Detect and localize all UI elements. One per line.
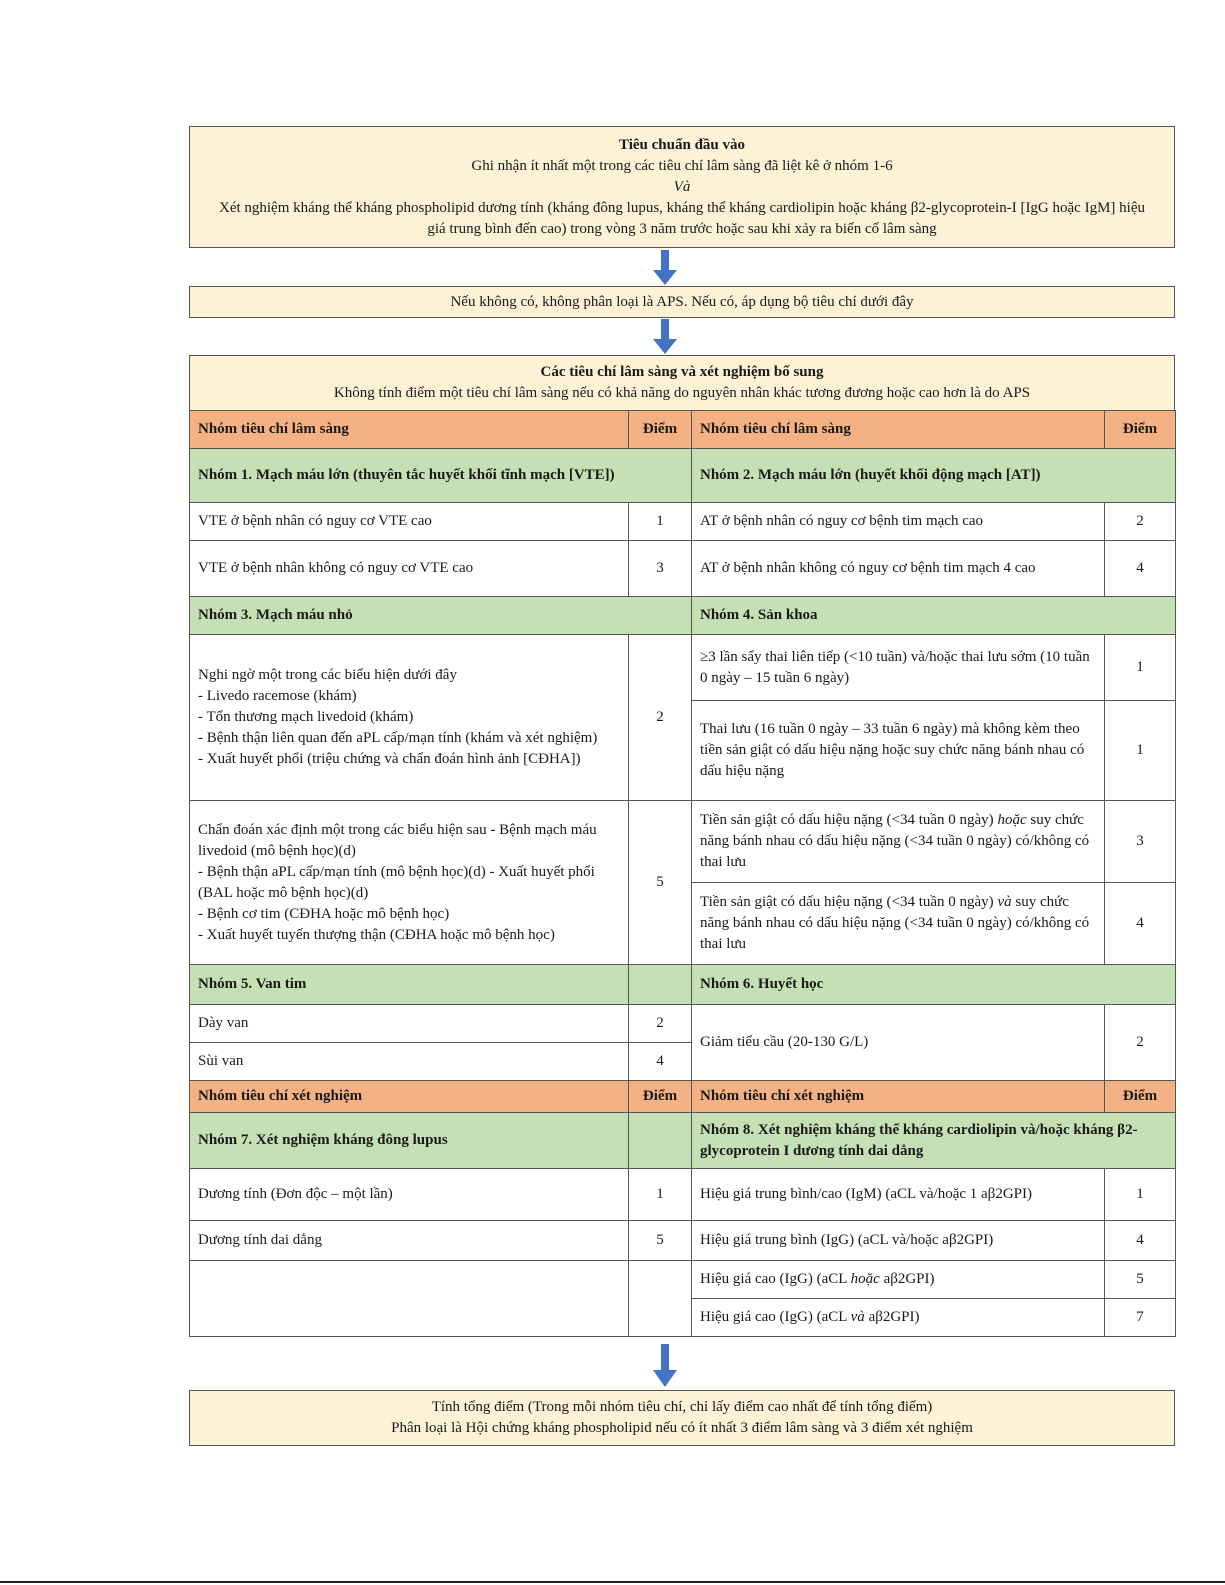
page-bottom-divider [0, 1581, 1225, 1583]
additional-note: Không tính điểm một tiêu chí lâm sàng nếu có khả năng do nguyên nhân khác tương đương hoặc cao hơn là do APS [333, 385, 1031, 401]
if-box-text: Nếu không có, không phân loại là APS. Nếu có, áp dụng bộ tiêu chí dưới đây [450, 294, 914, 310]
clinical-header-label: Nhóm tiêu chí lâm sàng [190, 411, 629, 449]
group-5-title-spacer [629, 965, 692, 1005]
clinical-header-score: Điểm [1105, 411, 1176, 449]
group-7-item: Dương tính dai dẳng [190, 1221, 629, 1261]
group-1-title: Nhóm 1. Mạch máu lớn (thuyên tắc huyết khối tĩnh mạch [VTE]) [190, 449, 692, 503]
group-2-title: Nhóm 2. Mạch máu lớn (huyết khối động mạch [AT]) [692, 449, 1176, 503]
entry-title: Tiêu chuẩn đầu vào [618, 137, 746, 153]
entry-line-1: Ghi nhận ít nhất một trong các tiêu chí lâm sàng đã liệt kê ở nhóm 1-6 [471, 158, 893, 174]
down-arrow-icon [652, 319, 678, 355]
item-text: aβ2GPI) [868, 1309, 920, 1325]
group-3-title: Nhóm 3. Mạch máu nhỏ [190, 597, 692, 635]
down-arrow-icon [652, 250, 678, 286]
group-4-item: Thai lưu (16 tuần 0 ngày – 33 tuần 6 ngày) mà không kèm theo tiền sản giật có dấu hiệu nặng hoặc suy chức năng bánh nhau có dấu hiệu nặng [692, 701, 1105, 801]
item-text: suy chức năng bánh nhau có dấu hiệu nặng (<34 tuần 0 ngày) có/không có thai lưu [700, 812, 1090, 870]
item-conjunction: hoặc [850, 1271, 880, 1287]
group-1-score: 3 [629, 541, 692, 597]
lab-header-label: Nhóm tiêu chí xét nghiệm [692, 1081, 1105, 1113]
group-5-item: Dày van [190, 1005, 629, 1043]
lab-header-score: Điểm [1105, 1081, 1176, 1113]
group-4-item [692, 801, 1105, 883]
item-text: aβ2GPI) [883, 1271, 935, 1287]
additional-title: Các tiêu chí lâm sàng và xét nghiệm bổ sung [540, 364, 824, 380]
item-text: Hiệu giá cao (IgG) (aCL [700, 1309, 847, 1325]
entry-conjunction: Và [673, 179, 691, 195]
total-score-box [189, 1390, 1175, 1446]
clinical-header-label: Nhóm tiêu chí lâm sàng [692, 411, 1105, 449]
group-7-score: 5 [629, 1221, 692, 1261]
item-conjunction: hoặc [997, 812, 1027, 828]
group-1-score: 1 [629, 503, 692, 541]
group-7-title: Nhóm 7. Xét nghiệm kháng đông lupus [190, 1113, 629, 1169]
group-3-score: 5 [629, 801, 692, 965]
clinical-header-score: Điểm [629, 411, 692, 449]
group-4-score: 3 [1105, 801, 1176, 883]
group-4-score: 4 [1105, 883, 1176, 965]
group-6-score: 2 [1105, 1005, 1176, 1081]
group-7-empty-score [629, 1261, 692, 1337]
lab-header-row [190, 1081, 1176, 1113]
group-7-title-spacer [629, 1113, 692, 1169]
item-conjunction: và [850, 1309, 865, 1325]
group-8-score: 5 [1105, 1261, 1176, 1299]
group-3-score: 2 [629, 635, 692, 801]
group-8-item [692, 1261, 1105, 1299]
clinical-header-row [190, 411, 1176, 449]
criteria-table [189, 410, 1176, 1337]
group-7-item: Dương tính (Đơn độc – một lần) [190, 1169, 629, 1221]
total-line-1: Tính tổng điểm (Trong mỗi nhóm tiêu chí, chỉ lấy điểm cao nhất để tính tổng điểm) [431, 1399, 933, 1415]
additional-criteria-box [189, 355, 1175, 411]
group-8-score: 4 [1105, 1221, 1176, 1261]
group-8-item [692, 1299, 1105, 1337]
group-5-title: Nhóm 5. Van tim [190, 965, 629, 1005]
group-4-title: Nhóm 4. Sản khoa [692, 597, 1176, 635]
group-8-item: Hiệu giá trung bình (IgG) (aCL và/hoặc aβ2GPI) [692, 1221, 1105, 1261]
group-1-item: VTE ở bệnh nhân không có nguy cơ VTE cao [190, 541, 629, 597]
lab-header-label: Nhóm tiêu chí xét nghiệm [190, 1081, 629, 1113]
group-1-item: VTE ở bệnh nhân có nguy cơ VTE cao [190, 503, 629, 541]
group-5-score: 2 [629, 1005, 692, 1043]
group-8-title: Nhóm 8. Xét nghiệm kháng thể kháng cardiolipin và/hoặc kháng β2-glycoprotein I dương tính dai dẳng [692, 1113, 1176, 1169]
group-6-item: Giảm tiểu cầu (20-130 G/L) [692, 1005, 1105, 1081]
group-6-title: Nhóm 6. Huyết học [692, 965, 1176, 1005]
group-5-item: Sùi van [190, 1043, 629, 1081]
group-8-score: 1 [1105, 1169, 1176, 1221]
entry-criteria-box [189, 126, 1175, 248]
group-3-item: Nghi ngờ một trong các biểu hiện dưới đây - Livedo racemose (khám) - Tổn thương mạch livedoid (khám) - Bệnh thận liên quan đến aPL cấp/mạn tính (khám và xét nghiệm) - Xuất huyết phổi (triệu chứng và chẩn đoán hình ảnh [CĐHA]) [190, 635, 629, 801]
item-conjunction: và [997, 894, 1012, 910]
group-4-score: 1 [1105, 701, 1176, 801]
group-4-score: 1 [1105, 635, 1176, 701]
lab-header-score: Điểm [629, 1081, 692, 1113]
entry-line-2: Xét nghiệm kháng thể kháng phospholipid dương tính (kháng đông lupus, kháng thể kháng cardiolipin hoặc kháng β2-glycoprotein-I [IgG hoặc IgM] hiệu giá trung bình đến cao) trong vòng 3 năm trước hoặc sau khi xảy ra biến cố lâm sàng [218, 200, 1145, 237]
group-8-item: Hiệu giá trung bình/cao (IgM) (aCL và/hoặc 1 aβ2GPI) [692, 1169, 1105, 1221]
if-box [189, 286, 1175, 318]
total-line-2: Phân loại là Hội chứng kháng phospholipid nếu có ít nhất 3 điểm lâm sàng và 3 điểm xét nghiệm [391, 1420, 973, 1436]
group-7-empty-cell [190, 1261, 629, 1337]
item-text: Hiệu giá cao (IgG) (aCL [700, 1271, 847, 1287]
group-5-score: 4 [629, 1043, 692, 1081]
down-arrow-icon [652, 1344, 678, 1388]
group-8-score: 7 [1105, 1299, 1176, 1337]
group-2-item: AT ở bệnh nhân có nguy cơ bệnh tim mạch cao [692, 503, 1105, 541]
item-text: Tiền sản giật có dấu hiệu nặng (<34 tuần 0 ngày) [700, 894, 994, 910]
group-7-score: 1 [629, 1169, 692, 1221]
item-text: Tiền sản giật có dấu hiệu nặng (<34 tuần 0 ngày) [700, 812, 994, 828]
group-3-item: Chẩn đoán xác định một trong các biểu hiện sau - Bệnh mạch máu livedoid (mô bệnh học)(d) - Bệnh thận aPL cấp/mạn tính (mô bệnh học)(d) - Xuất huyết phổi (BAL hoặc mô bệnh học)(d) - Bệnh cơ tim (CĐHA hoặc mô bệnh học) - Xuất huyết tuyến thượng thận (CĐHA hoặc mô bệnh học) [190, 801, 629, 965]
group-4-item [692, 883, 1105, 965]
group-2-score: 2 [1105, 503, 1176, 541]
group-2-score: 4 [1105, 541, 1176, 597]
group-4-item: ≥3 lần sẩy thai liên tiếp (<10 tuần) và/hoặc thai lưu sớm (10 tuần 0 ngày – 15 tuần 6 ngày) [692, 635, 1105, 701]
group-2-item: AT ở bệnh nhân không có nguy cơ bệnh tim mạch 4 cao [692, 541, 1105, 597]
item-text: suy chức năng bánh nhau có dấu hiệu nặng (<34 tuần 0 ngày) có/không có thai lưu [700, 894, 1090, 952]
